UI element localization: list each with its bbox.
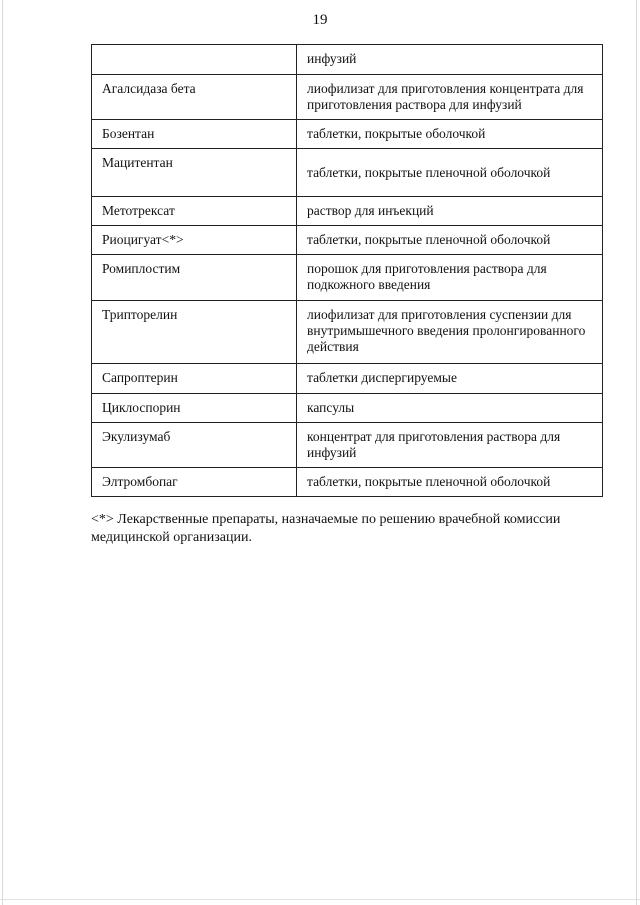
- page-number: 19: [312, 12, 328, 28]
- scan-edge-right: [636, 0, 637, 905]
- drug-name-cell: Ромиплостим: [92, 255, 297, 301]
- dosage-form-cell: таблетки, покрытые пленочной оболочкой: [297, 149, 603, 197]
- table-row: [92, 468, 603, 497]
- table-row: [92, 364, 603, 394]
- table-row: [92, 394, 603, 423]
- table-row: [92, 423, 603, 468]
- dosage-form-cell: инфузий: [297, 45, 603, 75]
- table-row: [92, 45, 603, 75]
- footnote: <*> Лекарственные препараты, назначаемые по решению врачебной комиссии медицинской организации.: [91, 512, 561, 545]
- drug-name-cell: Риоцигуат<*>: [92, 226, 297, 255]
- dosage-form-cell: таблетки диспергируемые: [297, 364, 603, 394]
- dosage-form-cell: таблетки, покрытые пленочной оболочкой: [297, 468, 603, 497]
- dosage-form-cell: лиофилизат для приготовления суспензии для внутримышечного введения пролонгированного действия: [297, 301, 603, 364]
- scan-edge-bottom: [0, 899, 640, 900]
- drug-name-cell: Метотрексат: [92, 197, 297, 226]
- drug-name-cell: Циклоспорин: [92, 394, 297, 423]
- dosage-form-cell: таблетки, покрытые пленочной оболочкой: [297, 226, 603, 255]
- table-row: [92, 226, 603, 255]
- drug-table: [91, 44, 603, 497]
- drug-name-cell: Трипторелин: [92, 301, 297, 364]
- dosage-form-cell: порошок для приготовления раствора для подкожного введения: [297, 255, 603, 301]
- table-row: [92, 255, 603, 301]
- table-row: [92, 120, 603, 149]
- drug-name-cell: Экулизумаб: [92, 423, 297, 468]
- table-row: [92, 149, 603, 197]
- drug-name-cell: Элтромбопаг: [92, 468, 297, 497]
- scan-edge-left: [2, 0, 3, 905]
- dosage-form-cell: лиофилизат для приготовления концентрата для приготовления раствора для инфузий: [297, 75, 603, 120]
- dosage-form-cell: таблетки, покрытые оболочкой: [297, 120, 603, 149]
- drug-name-cell: Сапроптерин: [92, 364, 297, 394]
- table-row: [92, 301, 603, 364]
- drug-name-cell: [92, 45, 297, 75]
- table-row: [92, 197, 603, 226]
- dosage-form-cell: раствор для инъекций: [297, 197, 603, 226]
- dosage-form-cell: капсулы: [297, 394, 603, 423]
- drug-name-cell: Бозентан: [92, 120, 297, 149]
- dosage-form-cell: концентрат для приготовления раствора для инфузий: [297, 423, 603, 468]
- drug-name-cell: Агалсидаза бета: [92, 75, 297, 120]
- drug-name-cell: Мацитентан: [92, 149, 297, 197]
- table-row: [92, 75, 603, 120]
